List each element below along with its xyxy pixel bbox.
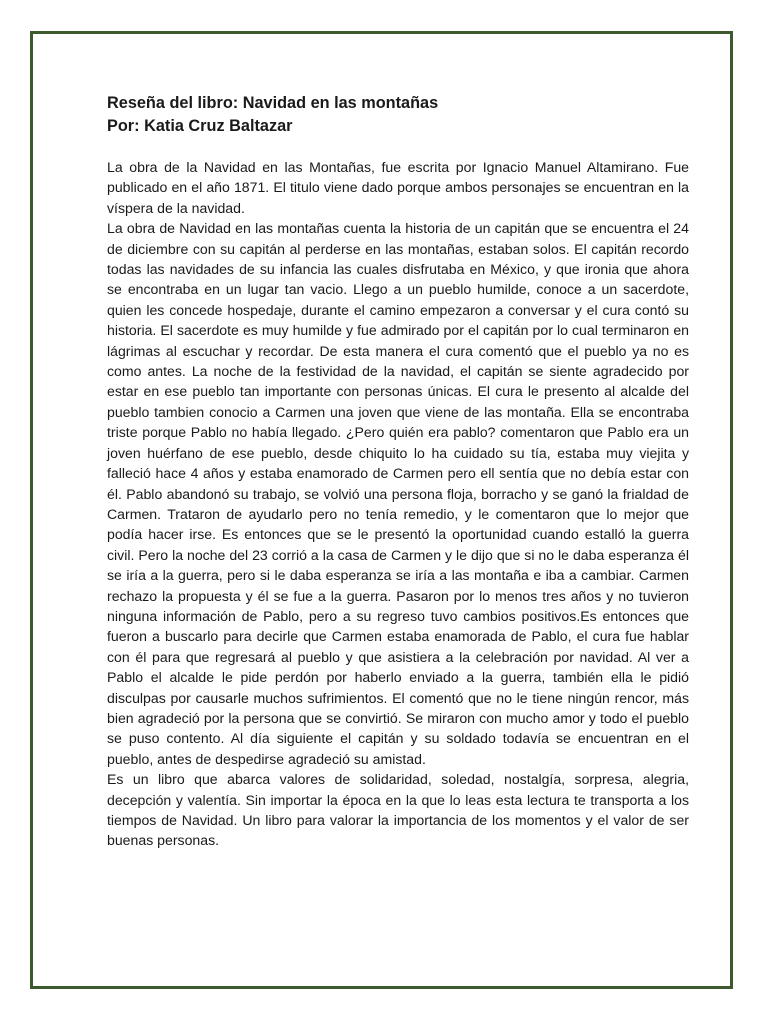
document-content (107, 92, 689, 851)
document-title: Reseña del libro: Navidad en las montañas (107, 94, 439, 112)
paragraph-conclusion: Es un libro que abarca valores de solidaridad, soledad, nostalgía, sorpresa, alegria, decepción y valentía. Sin importar la época en la que lo leas esta lectura te transporta a los tiempos de Navidad. Un libro para valorar la importancia de los momentos y el valor de ser buenas personas. (107, 771, 689, 849)
document-author: Por: Katia Cruz Baltazar (107, 117, 293, 135)
paragraph-intro: La obra de la Navidad en las Montañas, fue escrita por Ignacio Manuel Altamirano. Fue publicado en el año 1871. El titulo viene dado porque ambos personajes se encuentran en la víspera de la navidad. (107, 159, 689, 216)
paragraph-summary: La obra de Navidad en las montañas cuenta la historia de un capitán que se encuentra el 24 de diciembre con su capitán al perderse en las montañas, estaban solos. El capitán recordo todas las navidades de su infancia las cuales disfrutaba en México, y que ironia que ahora se encontraba en un lugar tan vacio. Llego a un pueblo humilde, conoce a un sacerdote, quien les concede hospedaje, durante el camino empezaron a conversar y el cura contó su historia. El sacerdote es muy humilde y fue admirado por el capitán por lo cual terminaron en lágrimas al escuchar y recordar. De esta manera el cura comentó que el pueblo ya no es como antes. La noche de la festividad de la navidad, el capitán se siente agradecido por estar en ese pueblo tan importante con personas únicas. El cura le presento al alcalde del pueblo tambien conocio a Carmen una joven que viene de las montaña. Ella se encontraba triste porque Pablo no había llegado. ¿Pero quién era pablo? comentaron que Pablo era un joven huérfano de ese pueblo, desde chiquito lo ha cuidado su tía, estaba muy viejita y falleció hace 4 años y estaba enamorado de Carmen pero ell sentía que no debía estar con él. Pablo abandonó su trabajo, se volvió una persona floja, borracho y se ganó la frialdad de Carmen. Trataron de ayudarlo pero no tenía remedio, y le comentaron que lo mejor que podía hacer irse. Es entonces que se le presentó la oportunidad cuando estalló la guerra civil. Pero la noche del 23 corrió a la casa de Carmen y le dijo que si no le daba esperanza él se iría a la guerra, pero si le daba esperanza se iría a las montaña e iba a cambiar. Carmen rechazo la propuesta y él se fue a la guerra. Pasaron por lo menos tres años y no tuvieron ninguna información de Pablo, pero a su regreso tuvo cambios positivos.Es entonces que fueron a buscarlo para decirle que Carmen estaba enamorada de Pablo, el cura fue hablar con él para que regresará al pueblo y que asistiera a la celebración por navidad. Al ver a Pablo el alcalde le pide perdón por haberlo enviado a la guerra, también ella le pidió disculpas por causarle muchos sufrimientos. El comentó que no le tiene ningún rencor, más bien agradeció por la persona que se convirtió. Se miraron con mucho amor y todo el pueblo se puso contento. Al día siguiente el capitán y su soldado todavía se encuentran en el pueblo, antes de despedirse agradeció su amistad. (107, 220, 689, 767)
document-body (107, 157, 689, 851)
